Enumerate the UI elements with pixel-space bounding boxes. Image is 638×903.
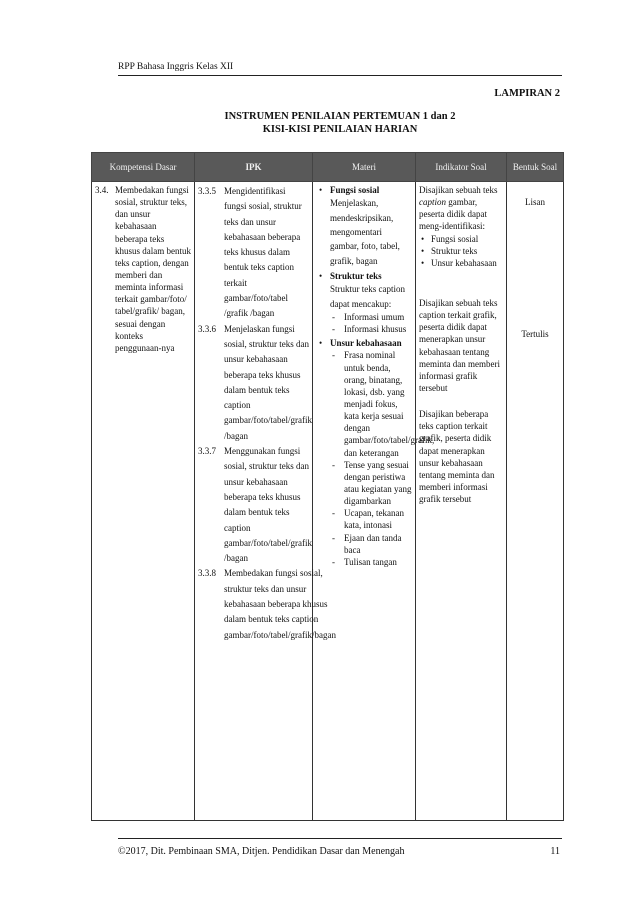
materi-title: • Struktur teks: [330, 271, 382, 282]
kd-number: 3.4.: [95, 185, 109, 195]
ipk-text: Mengidentifikasi fungsi sosial, struktur teks dan unsur kebahasaan beberapa teks khusus dalam bentuk teks caption terkait gambar/foto/tabel /grafik /bagan: [224, 186, 302, 319]
ipk-text: Membedakan fungsi sosial, struktur teks dan unsur kebahasaan beberapa khusus dalam bentuk teks caption gambar/foto/tabel/grafik/bagan: [224, 568, 336, 640]
lampiran-label: LAMPIRAN 2: [494, 88, 560, 99]
footer-rule: [118, 838, 562, 839]
materi-desc: Struktur teks caption dapat mencakup:: [330, 284, 405, 309]
ipk-text: Menggunakan fungsi sosial, struktur teks dan unsur kebahasaan beberapa teks khusus dalam bentuk teks caption gambar/foto/tabel/grafik /bagan: [224, 446, 312, 564]
ipk-number: 3.3.8: [198, 568, 216, 579]
materi-subitem: - Ucapan, tekanan kata, intonasi: [344, 507, 412, 531]
materi-sublist: [330, 311, 412, 335]
materi-title: • Unsur kebahasaan: [330, 338, 402, 349]
kisi-kisi-table: [91, 152, 564, 821]
materi-subitem: - Tulisan tangan: [344, 556, 412, 568]
col-header-ipk: IPK: [195, 153, 313, 182]
kd-text: Membedakan fungsi sosial, struktur teks, dan unsur kebahasaan beberapa teks khusus dalam bentuk teks caption, dengan memberi dan meminta informasi terkait gambar/foto/ tabel/grafik/ bagan, sesuai dengan konteks penggunaan-nya: [115, 185, 191, 353]
bentuk-cell: [507, 182, 564, 821]
indikator-text: Disajikan sebuah teks: [419, 185, 498, 195]
table-row: [92, 182, 564, 821]
ipk-cell: [195, 182, 336, 821]
materi-title: • Fungsi sosial: [330, 185, 380, 195]
indikator-text: Disajikan beberapa teks caption terkait grafik, peserta didik dapat menerapkan unsur kebahasaan tentang meminta dan memberi informasi grafik tersebut: [419, 409, 495, 505]
col-header-bentuk: Bentuk Soal: [507, 153, 564, 182]
ipk-item: [198, 444, 312, 566]
document-subtitle: KISI-KISI PENILAIAN HARIAN: [262, 124, 418, 135]
materi-desc: Menjelaskan, mendeskripsikan, mengomentari gambar, foto, tabel, grafik, bagan: [330, 198, 400, 266]
indikator-bullet: • Struktur teks: [431, 245, 503, 257]
ipk-number: 3.3.7: [198, 446, 216, 457]
col-header-kd: Kompetensi Dasar: [92, 153, 195, 182]
ipk-item: [198, 184, 309, 322]
materi-subitem: - Frasa nominal untuk benda, orang, binatang, lokasi, dsb. yang menjadi fokus, kata kerja sesuai dengan gambar/foto/tabel/grafik, dan keterangan: [344, 349, 412, 458]
ipk-item: [198, 322, 312, 444]
footer-copyright: ©2017, Dit. Pembinaan SMA, Ditjen. Pendidikan Dasar dan Menengah: [118, 846, 405, 857]
materi-subitem: - Informasi umum: [344, 311, 412, 323]
indikator-item: [419, 408, 503, 505]
running-header: RPP Bahasa Inggris Kelas XII: [118, 62, 234, 72]
indikator-bullet: • Fungsi sosial: [431, 233, 503, 245]
materi-subitem: - Informasi khusus: [344, 323, 412, 335]
bentuk-tertulis: Tertulis: [521, 329, 549, 340]
materi-item: [330, 337, 435, 568]
indikator-emphasis: caption: [419, 197, 446, 208]
ipk-text: Menjelaskan fungsi sosial, struktur teks dan unsur kebahasaan beberapa teks khusus dalam bentuk teks caption gambar/foto/tabel/grafik /bagan: [224, 323, 312, 441]
indikator-text: gambar, peserta didik dapat meng-identifikasi:: [419, 197, 487, 232]
document-title: INSTRUMEN PENILAIAN PERTEMUAN 1 dan 2: [224, 111, 456, 122]
indikator-item: [419, 297, 503, 394]
indikator-cell: [416, 182, 507, 821]
materi-sublist: [330, 349, 435, 568]
page-number: 11: [550, 846, 560, 857]
materi-list: [316, 184, 435, 568]
materi-cell: [313, 182, 435, 821]
table-header-row: [92, 153, 564, 182]
materi-subitem: - Tense yang sesuai dengan peristiwa atau kegiatan yang digambarkan: [344, 459, 412, 508]
ipk-number: 3.3.6: [198, 323, 216, 334]
col-header-materi: Materi: [313, 153, 416, 182]
materi-item: [330, 270, 412, 335]
indikator-item: [419, 184, 503, 269]
ipk-number: 3.3.5: [198, 186, 216, 196]
bentuk-lisan: Lisan: [525, 197, 545, 207]
ipk-item: [198, 566, 336, 642]
indikator-bullets: [419, 233, 503, 269]
materi-subitem: - Ejaan dan tanda baca: [344, 532, 412, 556]
kd-cell: [92, 182, 195, 821]
indikator-text: Disajikan sebuah teks caption terkait grafik, peserta didik dapat menerapkan unsur kebahasaan tentang meminta dan memberi informasi grafik tersebut: [419, 297, 500, 393]
materi-item: [330, 184, 412, 268]
col-header-indikator: Indikator Soal: [416, 153, 507, 182]
header-rule: [118, 75, 562, 76]
indikator-bullet: • Unsur kebahasaan: [431, 257, 503, 269]
